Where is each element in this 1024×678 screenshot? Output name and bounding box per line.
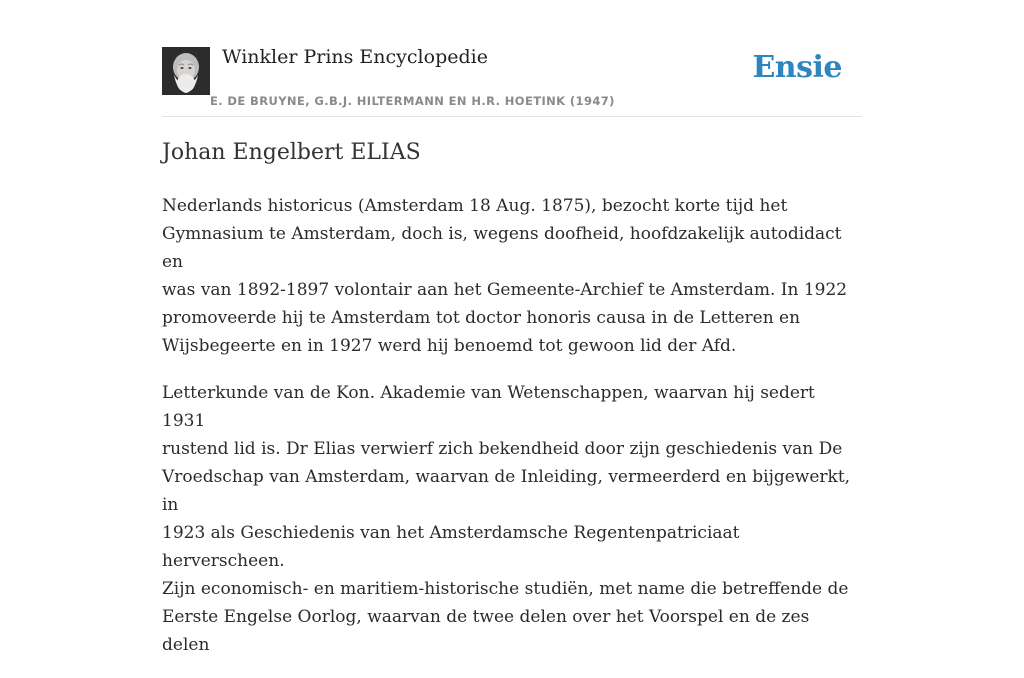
site-title[interactable]: Winkler Prins Encyclopedie bbox=[222, 46, 488, 68]
bearded-man-portrait-icon[interactable] bbox=[162, 47, 210, 95]
article-title: Johan Engelbert ELIAS bbox=[162, 140, 421, 165]
article-body bbox=[162, 192, 862, 678]
paragraph: Letterkunde van de Kon. Akademie van Wetenschappen, waarvan hij sedert 1931 rustend lid is. Dr Elias verwierf zich bekendheid door zijn geschiedenis van De Vroedschap van Amsterdam, waarvan de Inleiding, vermeerderd en bijgewerkt, in 1923 als Geschiedenis van het Amsterdamsche Regentenpatriciaat herverscheen. Zijn economisch- en maritiem-historische studiën, met name die betreffende de Eerste Engelse Oorlog, waarvan de twee delen over het Voorspel en de zes delen bbox=[162, 383, 851, 655]
brand-logo[interactable]: Ensie bbox=[752, 50, 842, 85]
byline: E. DE BRUYNE, G.B.J. HILTERMANN EN H.R. HOETINK (1947) bbox=[210, 94, 615, 108]
paragraph: Nederlands historicus (Amsterdam 18 Aug. 1875), bezocht korte tijd het Gymnasium te Amsterdam, doch is, wegens doofheid, hoofdzakelijk autodidact en was van 1892-1897 volontair aan het Gemeente-Archief te Amsterdam. In 1922 promoveerde hij te Amsterdam tot doctor honoris causa in de Letteren en Wijsbegeerte en in 1927 werd hij benoemd tot gewoon lid der Afd. bbox=[162, 196, 848, 356]
header bbox=[162, 44, 862, 117]
